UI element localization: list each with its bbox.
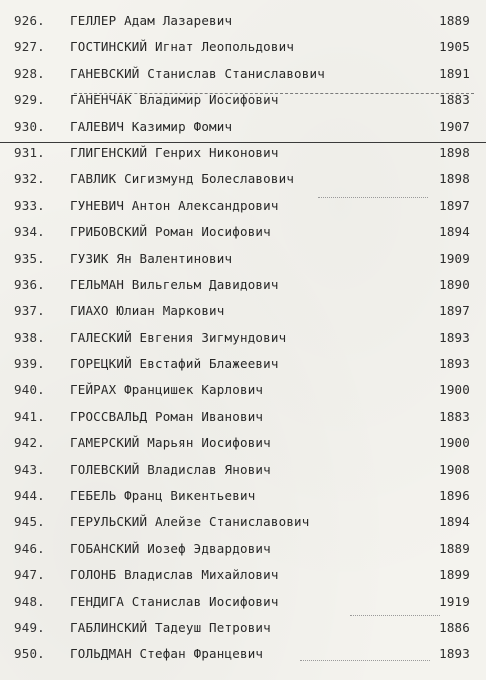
row-name: ГЕЛЬМАН Вильгельм Давидович [70,276,279,292]
row-number: 944. [14,488,45,504]
row-year: 1886 [439,619,470,635]
row-year: 1883 [439,92,470,108]
row-number: 935. [14,250,45,266]
row-name: ГОРЕЦКИЙ Евстафий Блажеевич [70,356,279,372]
row-year: 1894 [439,224,470,240]
row-number: 938. [14,329,45,345]
row-number: 936. [14,276,45,292]
list-row [0,562,486,588]
row-year: 1889 [439,540,470,556]
row-year: 1908 [439,461,470,477]
row-name: ГЛИГЕНСКИЙ Генрих Никонович [70,144,279,160]
list-row [0,351,486,377]
list-row [0,483,486,509]
row-name: ГЕНДИГА Станислав Иосифович [70,593,279,609]
row-year: 1893 [439,646,470,662]
row-number: 939. [14,356,45,372]
list-row [0,87,486,113]
row-number: 937. [14,303,45,319]
list-row [0,8,486,34]
row-number: 946. [14,540,45,556]
row-number: 934. [14,224,45,240]
row-year: 1898 [439,171,470,187]
row-year: 1893 [439,356,470,372]
row-name: ГАНЕНЧАК Владимир Иосифович [70,92,279,108]
row-number: 926. [14,13,45,28]
list-row [0,589,486,615]
row-number: 940. [14,382,45,398]
list-row [0,325,486,351]
row-year: 1891 [439,65,470,81]
row-name: ГАВЛИК Сигизмунд Болеславович [70,171,295,187]
row-number: 941. [14,408,45,424]
row-name: ГУНЕВИЧ Антон Александрович [70,197,279,213]
row-name: ГРОССВАЛЬД Роман Иванович [70,408,264,424]
row-number: 950. [14,646,45,662]
row-year: 1897 [439,197,470,213]
list-row [0,166,486,192]
list-row [0,430,486,456]
row-name: ГЕРУЛЬСКИЙ Алейзе Станиславович [70,514,310,530]
row-name: ГЕБЕЛЬ Франц Викентьевич [70,488,256,504]
solid-separator [0,142,486,143]
row-number: 932. [14,171,45,187]
list-row [0,246,486,272]
row-name: ГУЗИК Ян Валентинович [70,250,233,266]
row-name: ГЕЙРАХ Францишек Карлович [70,382,264,398]
scan-noise [318,197,428,198]
row-name: ГОЛЕВСКИЙ Владислав Янович [70,461,271,477]
row-number: 933. [14,197,45,213]
row-year: 1899 [439,567,470,583]
row-number: 930. [14,118,45,134]
list-row [0,615,486,641]
row-year: 1905 [439,39,470,55]
row-name: ГОБАНСКИЙ Иозеф Эдвардович [70,540,271,556]
row-year: 1893 [439,329,470,345]
row-year: 1919 [439,593,470,609]
list-row [0,457,486,483]
row-name: ГАНЕВСКИЙ Станислав Станиславович [70,65,325,81]
row-name: ГРИБОВСКИЙ Роман Иосифович [70,224,271,240]
row-name: ГАБЛИНСКИЙ Тадеуш Петрович [70,619,271,635]
row-year: 1897 [439,303,470,319]
list-row [0,641,486,667]
row-year: 1898 [439,144,470,160]
list-row [0,509,486,535]
dashed-separator [74,93,474,94]
list-row [0,377,486,403]
row-year: 1894 [439,514,470,530]
scan-noise [350,615,440,616]
row-number: 945. [14,514,45,530]
name-list [0,8,486,668]
row-year: 1907 [439,118,470,134]
list-row [0,61,486,87]
row-name: ГОСТИНСКИЙ Игнат Леопольдович [70,39,295,55]
row-year: 1900 [439,435,470,451]
row-year: 1900 [439,382,470,398]
row-name: ГОЛЬДМАН Стефан Францевич [70,646,264,662]
row-name: ГЕЛЛЕР Адам Лазаревич [70,13,233,28]
row-number: 948. [14,593,45,609]
list-row [0,404,486,430]
list-row [0,272,486,298]
row-number: 931. [14,144,45,160]
row-year: 1883 [439,408,470,424]
row-number: 928. [14,65,45,81]
list-row [0,219,486,245]
row-year: 1889 [439,13,470,28]
row-name: ГИАХО Юлиан Маркович [70,303,225,319]
list-row [0,114,486,140]
row-year: 1909 [439,250,470,266]
list-row [0,34,486,60]
row-number: 942. [14,435,45,451]
row-number: 927. [14,39,45,55]
list-row [0,536,486,562]
list-row [0,298,486,324]
row-number: 949. [14,619,45,635]
row-number: 943. [14,461,45,477]
row-name: ГАЛЕСКИЙ Евгения Зигмундович [70,329,287,345]
row-year: 1896 [439,488,470,504]
row-name: ГАМЕРСКИЙ Марьян Иосифович [70,435,271,451]
scan-noise [300,660,430,661]
row-number: 947. [14,567,45,583]
list-row [0,140,486,166]
row-year: 1890 [439,276,470,292]
row-number: 929. [14,92,45,108]
row-name: ГОЛОНБ Владислав Михайлович [70,567,279,583]
row-name: ГАЛЕВИЧ Казимир Фомич [70,118,233,134]
